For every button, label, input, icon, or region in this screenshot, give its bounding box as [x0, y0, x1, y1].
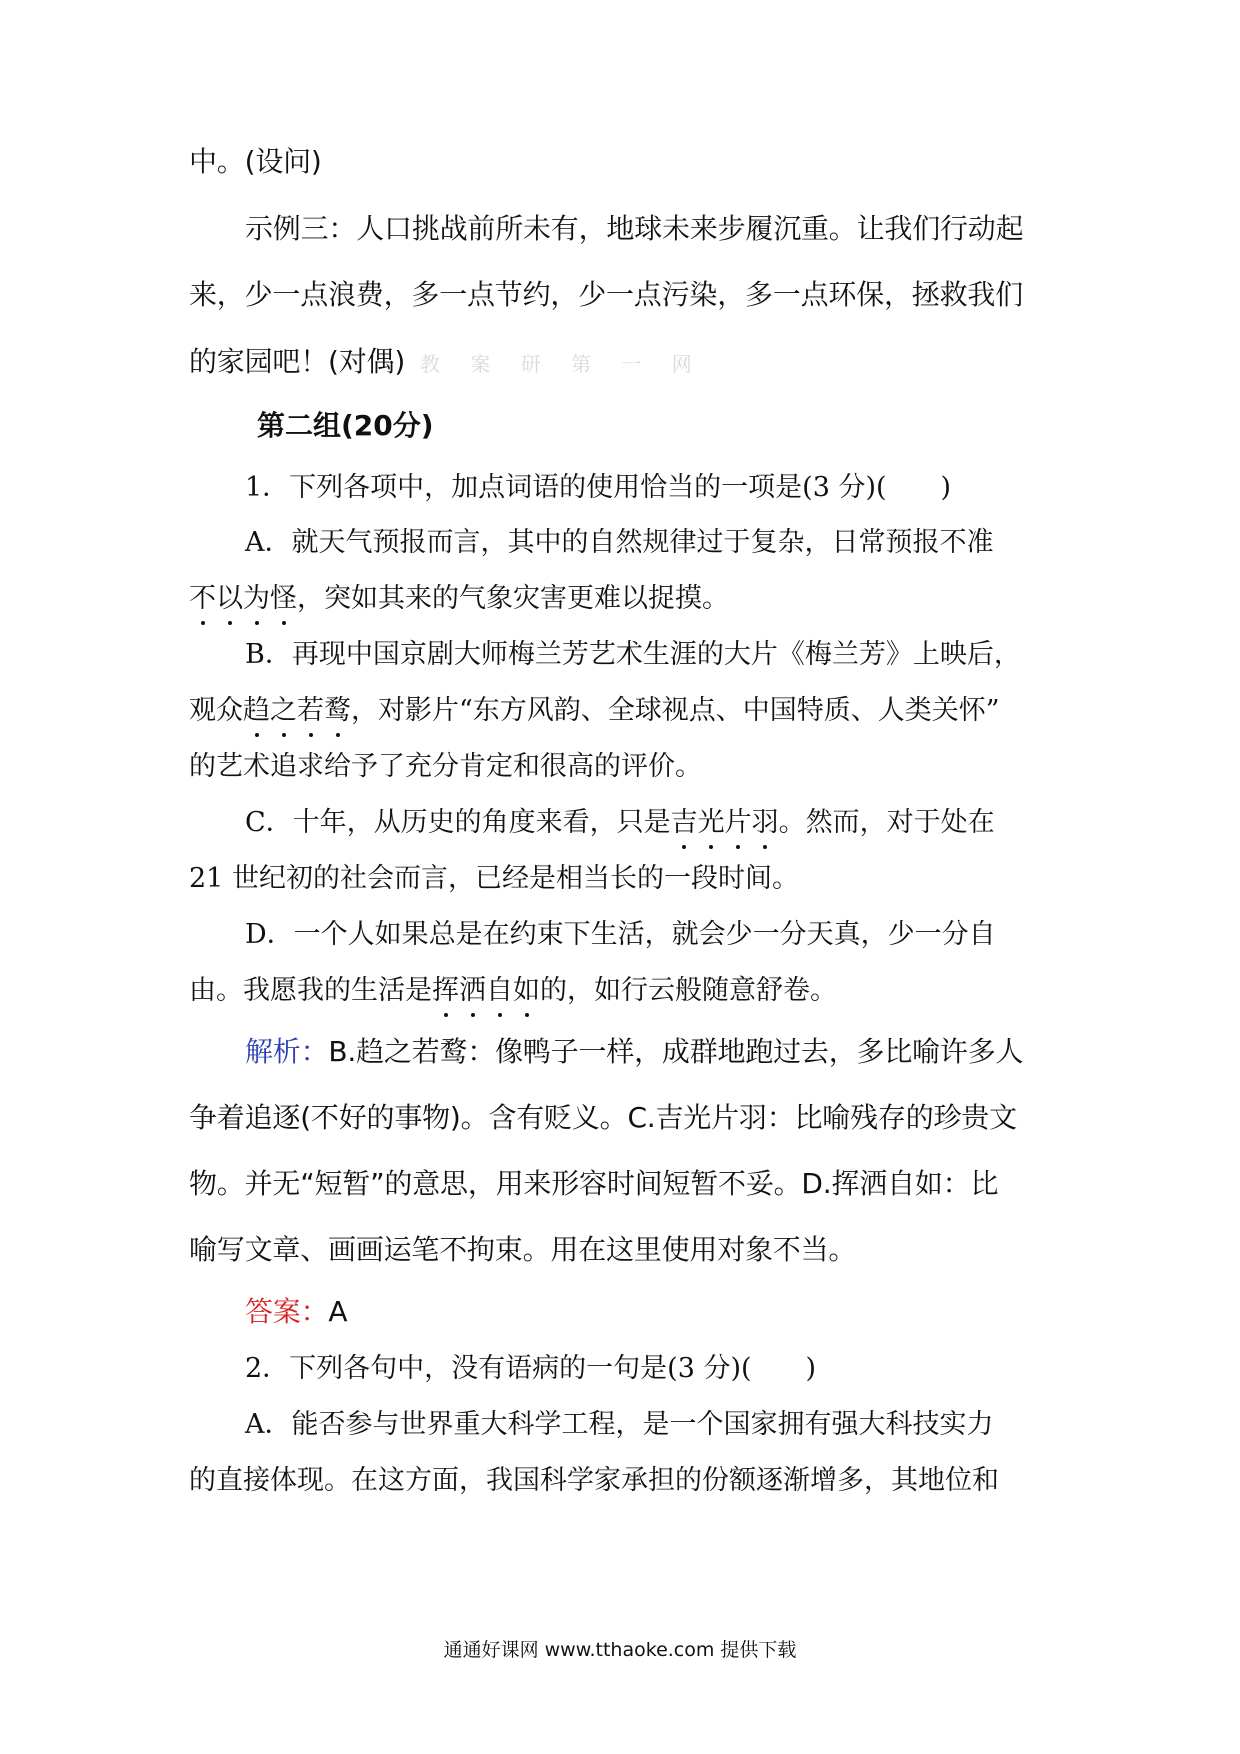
emphasis-char: 若 — [297, 688, 324, 727]
section-heading: 第二组(20分) — [257, 409, 434, 442]
option-b-line: 的艺术追求给予了充分肯定和很高的评价。 — [189, 751, 702, 782]
analysis-line: 喻写文章、画画运笔不拘束。用在这里使用对象不当。 — [189, 1233, 857, 1266]
emphasis-char: 洒 — [459, 968, 486, 1007]
emphasis-char: 吉 — [671, 800, 698, 839]
emphasis-char: 羽 — [752, 800, 779, 839]
emphasis-char: 为 — [243, 576, 270, 615]
option-d-line: D．一个人如果总是在约束下生活，就会少一分天真，少一分自 — [245, 919, 996, 950]
emphasis-char: 不 — [189, 576, 216, 615]
answer-label: 答案： — [245, 1295, 329, 1328]
dotted-phrase — [432, 975, 540, 1006]
dotted-phrase — [243, 695, 351, 726]
emphasis-char: 以 — [216, 576, 243, 615]
option-c-line: C．十年，从历史的角度来看，只是吉光片羽。然而，对于处在 — [245, 800, 995, 839]
emphasis-char: 怪 — [270, 576, 297, 615]
emphasis-char: 片 — [725, 800, 752, 839]
option-a-line: A．就天气预报而言，其中的自然规律过于复杂，日常预报不准 — [245, 527, 994, 558]
emphasis-char: 如 — [513, 968, 540, 1007]
option-a-line: 不以为怪，突如其来的气象灾害更难以捉摸。 — [189, 576, 729, 615]
emphasis-char: 自 — [486, 968, 513, 1007]
question-stem: 2．下列各句中，没有语病的一句是(3 分)( ) — [245, 1353, 817, 1384]
emphasis-char: 光 — [698, 800, 725, 839]
page-footer: 通通好课网 www.tthaoke.com 提供下载 — [443, 1639, 797, 1661]
option-d-line: 由。我愿我的生活是挥洒自如的，如行云般随意舒卷。 — [189, 968, 837, 1007]
text-line: 示例三：人口挑战前所未有，地球未来步履沉重。让我们行动起 — [245, 212, 1024, 245]
analysis-label: 解析： — [245, 1035, 329, 1068]
question-stem: 1．下列各项中，加点词语的使用恰当的一项是(3 分)( ) — [245, 472, 952, 503]
answer-line — [245, 1290, 347, 1330]
option-a-line: 的直接体现。在这方面，我国科学家承担的份额逐渐增多，其地位和 — [189, 1465, 999, 1496]
option-c-line: 21 世纪初的社会而言，已经是相当长的一段时间。 — [189, 863, 799, 894]
emphasis-char: 之 — [270, 688, 297, 727]
analysis-line: 争着追逐(不好的事物)。含有贬义。C.吉光片羽：比喻残存的珍贵文 — [189, 1101, 1017, 1134]
dotted-phrase — [671, 807, 779, 838]
emphasis-char: 挥 — [432, 968, 459, 1007]
option-a-line: A．能否参与世界重大科学工程，是一个国家拥有强大科技实力 — [245, 1409, 994, 1440]
option-b-line: B．再现中国京剧大师梅兰芳艺术生涯的大片《梅兰芳》上映后， — [245, 639, 1021, 670]
watermark: 教 案 研 第 一 网 — [420, 352, 704, 376]
answer-value: A — [328, 1295, 348, 1328]
analysis-line: 解析：B.趋之若鹜：像鸭子一样，成群地跑过去，多比喻许多人 — [245, 1035, 1024, 1068]
emphasis-char: 趋 — [243, 688, 270, 727]
option-b-line: 观众趋之若鹜，对影片“东方风韵、全球视点、中国特质、人类关怀” — [189, 688, 1000, 727]
text-line: 的家园吧！(对偶) — [189, 345, 406, 378]
text-line: 来，少一点浪费，多一点节约，少一点污染，多一点环保，拯救我们 — [189, 278, 1024, 311]
emphasis-char: 鹜 — [324, 688, 351, 727]
dotted-phrase — [189, 583, 297, 614]
analysis-line: 物。并无“短暂”的意思，用来形容时间短暂不妥。D.挥洒自如：比 — [189, 1167, 999, 1200]
text-line: 中。(设问) — [189, 145, 322, 178]
